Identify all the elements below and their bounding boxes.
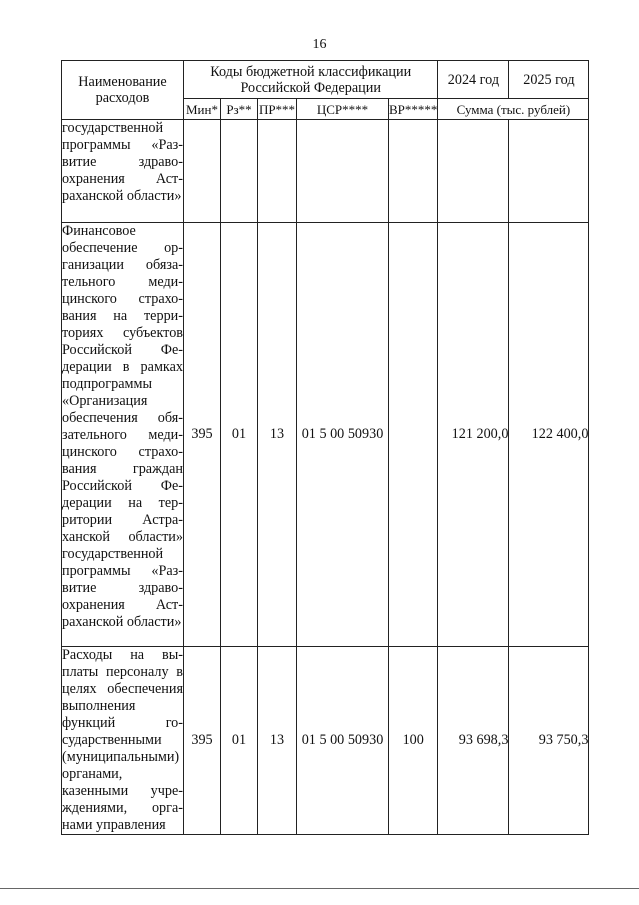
row-min: 395 [184, 223, 221, 647]
header-csr: ЦСР**** [297, 99, 389, 120]
header-year-2025: 2025 год [509, 61, 589, 99]
row-2024 [438, 120, 509, 223]
row-name: Расходы на выплаты персоналу в целях обеспечения выполнения функций государственными (муниципальными) органами, казенными учреждениями, органами управления [62, 647, 183, 833]
row-name: государственной программы «Развитие здравоохранения Астраханской области» [62, 120, 184, 223]
row-csr [297, 120, 389, 223]
row-pr: 13 [258, 647, 297, 835]
table-row [62, 647, 589, 835]
row-2025: 93 750,3 [509, 647, 589, 835]
row-min [184, 120, 221, 223]
row-vr: 100 [389, 647, 438, 835]
header-pr: ПР*** [258, 99, 297, 120]
row-name: Финансовое обеспечение организации обязательного медицинского страхования на территориях субъектов Российской Федерации в рамках подпрограммы «Организация обеспечения обязательного медицинского страхования граждан Российской Федерации на территории Астраханской области» государственной программы «Развитие здравоохранения Астраханской области» [62, 223, 184, 647]
table-row [62, 223, 589, 647]
row-vr [389, 120, 438, 223]
row-vr [389, 223, 438, 647]
row-csr: 01 5 00 50930 [297, 647, 389, 835]
header-min: Мин* [184, 99, 221, 120]
row-rz: 01 [221, 647, 258, 835]
row-csr: 01 5 00 50930 [297, 223, 389, 647]
page-number: 16 [312, 37, 327, 52]
header-rz: Рз** [221, 99, 258, 120]
table-row [62, 120, 589, 223]
row-min: 395 [184, 647, 221, 835]
row-2025: 122 400,0 [509, 223, 589, 647]
row-2024: 93 698,3 [438, 647, 509, 835]
header-sum-unit: Сумма (тыс. рублей) [438, 99, 589, 120]
header-name-of-expenses: Наименование расходов [62, 61, 184, 120]
row-pr [258, 120, 297, 223]
row-2024: 121 200,0 [438, 223, 509, 647]
budget-table [61, 60, 589, 835]
header-budget-codes: Коды бюджетной классификации Российской Федерации [184, 61, 438, 99]
row-rz: 01 [221, 223, 258, 647]
page-bottom-rule [0, 888, 639, 889]
row-rz [221, 120, 258, 223]
header-vr: ВР***** [389, 99, 438, 120]
row-pr: 13 [258, 223, 297, 647]
row-2025 [509, 120, 589, 223]
header-year-2024: 2024 год [438, 61, 509, 99]
